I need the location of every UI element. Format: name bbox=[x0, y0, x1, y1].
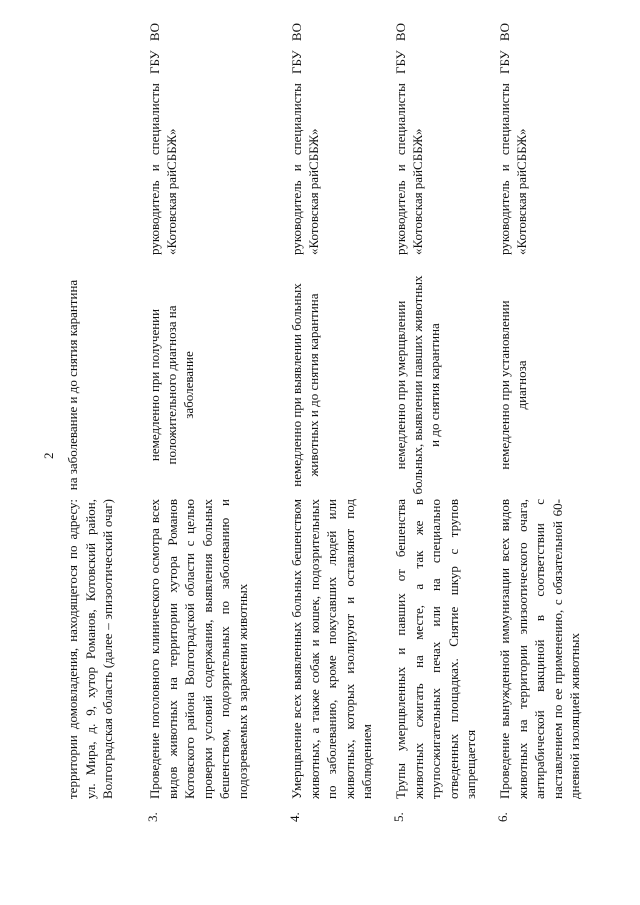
row-responsible: руководитель и специалисты ГБУ ВО «Котовская райСББЖ» bbox=[497, 23, 529, 255]
row-term: немедленно при установлении диагноза bbox=[497, 300, 529, 470]
row-responsible: руководитель и специалисты ГБУ ВО «Котовская райСББЖ» bbox=[147, 23, 179, 255]
row-term: немедленно при получении положительного диагноза на заболевание bbox=[147, 305, 196, 465]
row-number: 3. bbox=[145, 812, 160, 822]
row-description: Умерщвление всех выявленных больных бешенством животных, а также собак и кошек, подозрительных по заболеванию, кроме покусавших людей или животных, которых изолируют и оставляют под наблюдением bbox=[289, 499, 374, 799]
row-term: на заболевание и до снятия карантина bbox=[65, 279, 80, 491]
row-description: Проведение вынужденной иммунизации всех видов животных на территории эпизоотического очага, антирабической вакциной в соответствии с наставлением по ее применению, с обязательной 60-дневной изоляцией животных bbox=[497, 499, 582, 799]
row-number: 5. bbox=[391, 812, 406, 822]
row-responsible: руководитель и специалисты ГБУ ВО «Котовская райСББЖ» bbox=[289, 23, 321, 255]
row-number: 6. bbox=[495, 812, 510, 822]
row-number: 4. bbox=[287, 812, 302, 822]
page-number: 2 bbox=[41, 452, 56, 459]
row-description: Трупы умерщвленных и павших от бешенства животных сжигать на месте, а так же в трупосжигательных печах или на специально отведенных площадках. Снятие шкур с трупов запрещается bbox=[393, 499, 478, 799]
row-responsible: руководитель и специалисты ГБУ ВО «Котовская райСББЖ» bbox=[393, 23, 425, 255]
row-term: немедленно при выявлении больных животных и до снятия карантина bbox=[289, 283, 321, 487]
row-description: территории домовладения, находящегося по адресу: ул. Мира, д. 9, хутор Романов, Котовский район, Волгоградская область (далее – эпизоотический очаг) bbox=[65, 499, 115, 799]
row-description: Проведение поголовного клинического осмотра всех видов животных на территории хутора Романов Котовского района Волгоградской области с целью проверки условий содержания, выявления больных бешенством, подозрительных по заболеванию и подозреваемых в заражении животных bbox=[147, 499, 250, 799]
row-term: немедленно при умерщвлении больных, выявлении павших животных и до снятия карантина bbox=[393, 275, 442, 495]
